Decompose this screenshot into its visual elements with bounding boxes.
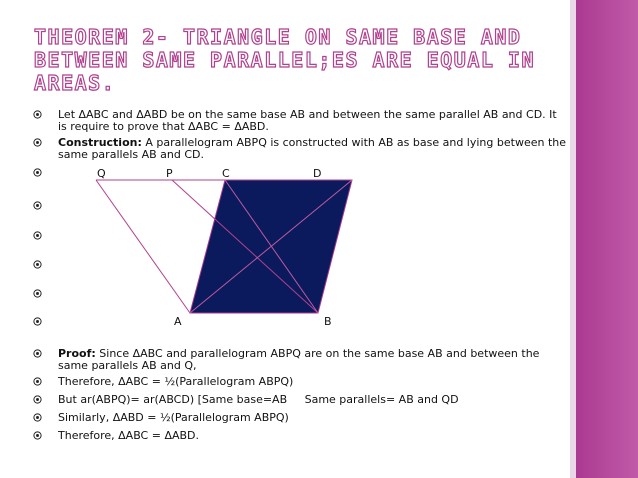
circled-dot-icon [33, 201, 42, 210]
circled-dot-icon [33, 377, 42, 386]
circled-dot-icon [33, 349, 42, 358]
label-b: B [324, 315, 332, 328]
circled-dot-icon [33, 110, 42, 119]
label-c: C [222, 167, 230, 180]
circled-dot-icon [33, 138, 42, 147]
segment-qa [96, 180, 190, 313]
label-q: Q [97, 167, 106, 180]
bullet-text: Therefore, ΔABC = ½(Parallelogram ABPQ) [58, 375, 294, 388]
label-a: A [174, 315, 182, 328]
circled-dot-icon [33, 413, 42, 422]
bullet-text: But ar(ABPQ)= ar(ABCD) [Same base=AB Same parallels= AB and QD [58, 393, 459, 406]
label-p: P [166, 167, 173, 180]
slide-title: THEOREM 2- TRIANGLE ON SAME BASE AND BETWEEN SAME PARALLEL;ES ARE EQUAL IN AREAS. [34, 25, 536, 95]
bullet-text: Similarly, ΔABD = ½(Parallelogram ABPQ) [58, 411, 289, 424]
circled-dot-icon [33, 260, 42, 269]
bullet-lead: Proof: [58, 347, 96, 360]
label-d: D [313, 167, 322, 180]
circled-dot-icon [33, 395, 42, 404]
circled-dot-icon [33, 431, 42, 440]
circled-dot-icon [33, 231, 42, 240]
bullet-lead: Construction: [58, 136, 142, 149]
circled-dot-icon [33, 289, 42, 298]
bullet-text: A parallelogram ABPQ is constructed with AB as base and lying between the same parallels AB and CD. [58, 136, 566, 161]
circled-dot-icon [33, 168, 42, 177]
circled-dot-icon [33, 317, 42, 326]
bullet-text: Since ΔABC and parallelogram ABPQ are on the same base AB and between the same parallels AB and Q, [58, 347, 540, 372]
bullet-text: Therefore, ΔABC = ΔABD. [58, 429, 200, 442]
bullet-text: Let ΔABC and ΔABD be on the same base AB and between the same parallel AB and CD. It is require to prove that ΔABC = ΔABD. [58, 108, 557, 133]
